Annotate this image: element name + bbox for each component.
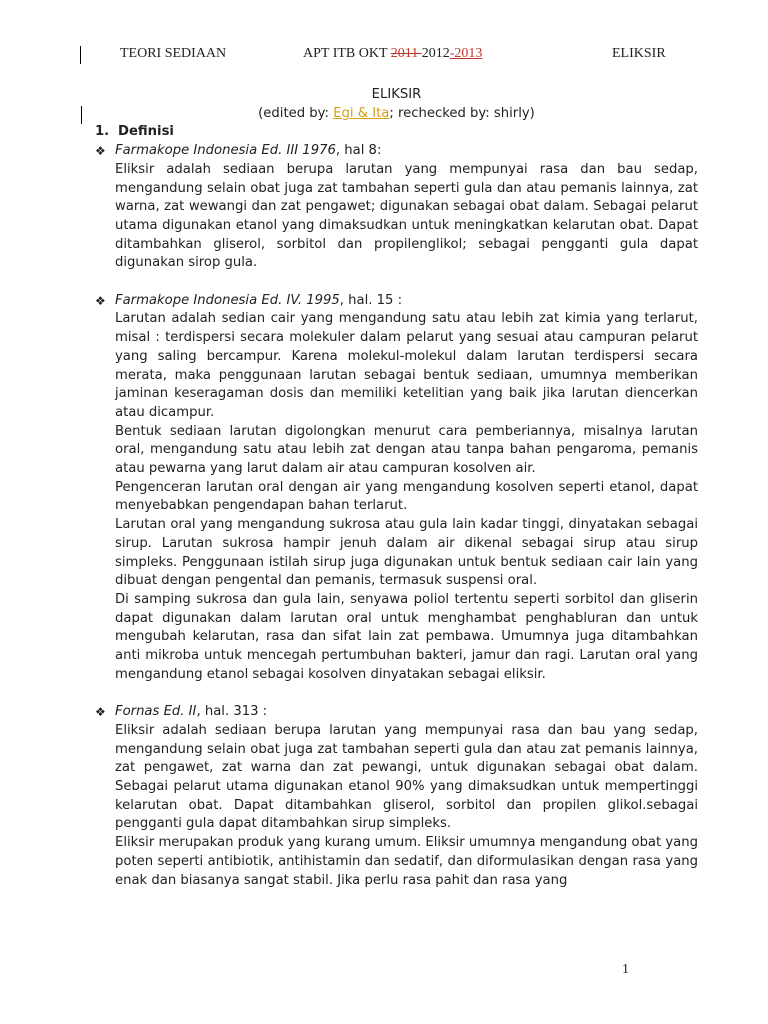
section-title: Definisi	[118, 124, 174, 140]
document-subtitle	[95, 105, 698, 124]
document-title: ELIKSIR	[371, 87, 422, 102]
margin-change-bar	[81, 106, 82, 124]
definition-paragraph: Eliksir adalah sediaan berupa larutan yang mempunyai rasa dan bau sedap, mengandung selain obat juga zat tambahan seperti gula dan atau pemanis lainnya, zat warna, zat wewangi dan zat pengawet; digunakan sebagai obat dalam. Sebagai pelarut utama digunakan etanol yang dimaksudkan untuk meningkatkan kelarutan obat. Dapat ditambahkan gliserol, sorbitol dan propilenglikol; sebagai pengganti gula dapat digunakan sirop gula.	[115, 161, 698, 271]
diamond-bullet-icon: ❖	[95, 144, 106, 159]
definition-paragraph: Bentuk sediaan larutan digolongkan menurut cara pemberiannya, misalnya larutan oral, mengandung satu atau lebih zat dengan atau tanpa bahan pengaroma, pemanis atau pewarna yang larut dalam air atau campuran kosolven air.	[115, 423, 698, 477]
header-year-inserted: -2013	[449, 46, 483, 61]
spacer	[95, 684, 698, 703]
source-page: , hal 8:	[335, 143, 382, 159]
source-page: , hal. 15 :	[339, 292, 403, 308]
definition-item	[95, 292, 698, 685]
margin-change-bar	[80, 46, 81, 64]
definition-paragraph: Eliksir merupakan produk yang kurang umum. Eliksir umumnya mengandung obat yang poten seperti antibiotik, antihistamin dan sedatif, dan diformulasikan dengan rasa yang enak dan biasanya sangat stabil. Jika perlu rasa pahit dan rasa yang	[115, 835, 698, 888]
diamond-bullet-icon: ❖	[95, 705, 106, 720]
definition-source	[95, 142, 698, 161]
header-year-current: 2012	[421, 46, 450, 61]
source-page: , hal. 313 :	[196, 704, 268, 720]
diamond-bullet-icon: ❖	[95, 293, 106, 308]
definition-paragraph: Eliksir adalah sediaan berupa larutan yang mempunyai rasa dan bau yang sedap, mengandung selain obat juga zat tambahan seperti gula dan atau zat pemanis lainnya, zat pengawet, zat warna dan zat pewangi, untuk digunakan sebagai obat dalam. Sebagai pelarut utama digunakan etanol 90% yang dimaksudkan untuk mempertinggi kelarutan obat. Dapat ditambahkan gliserol, sorbitol dan propilen glikol.sebagai pengganti gula dapat ditambahkan sirup simpleks.	[115, 722, 698, 832]
section-number: 1.	[95, 124, 110, 140]
header-right-text: ELIKSIR	[612, 46, 666, 61]
subtitle-prefix: (edited by:	[258, 105, 334, 121]
header-left-text: TEORI SEDIAAN	[120, 46, 227, 61]
page-number: 1	[622, 962, 629, 977]
definition-source	[95, 703, 698, 722]
header-mid-text	[303, 46, 482, 62]
subtitle-suffix: ; rechecked by: shirly)	[389, 105, 535, 121]
definition-source	[95, 292, 698, 311]
definition-paragraph: Larutan oral yang mengandung sukrosa atau gula lain kadar tinggi, dinyatakan sebagai sirup. Larutan sukrosa hampir jenuh dalam air dikenal sebagai sirup atau sirup simpleks. Penggunaan istilah sirup juga digunakan untuk bentuk sediaan cair lain yang dibuat dengan pengental dan pemanis, termasuk suspensi oral.	[115, 517, 698, 589]
source-title: Farmakope Indonesia Ed. III 1976	[115, 143, 336, 159]
header-year-deleted: 2011	[390, 46, 422, 61]
definition-paragraph: Pengenceran larutan oral dengan air yang mengandung kosolven seperti etanol, dapat menyebabkan pengendapan bahan terlarut.	[115, 479, 698, 514]
document-body	[95, 86, 698, 890]
section-heading	[95, 123, 698, 142]
spacer	[95, 273, 698, 292]
source-title: Fornas Ed. II	[115, 704, 197, 720]
definition-item	[95, 142, 698, 273]
definition-item	[95, 703, 698, 890]
header-mid-prefix: APT ITB OKT	[303, 46, 391, 61]
definition-paragraph: Di samping sukrosa dan gula lain, senyawa poliol tertentu seperti sorbitol dan gliserin dapat digunakan dalam larutan oral untuk menghambat penghabluran dan untuk mengubah kelarutan, rasa dan sifat lain zat pembawa. Umumnya juga ditambahkan anti mikroba untuk mencegah pertumbuhan bakteri, jamur dan ragi. Larutan oral yang mengandung etanol sebagai kosolven dinyatakan sebagai eliksir.	[115, 591, 698, 682]
page-header	[80, 44, 672, 66]
source-title: Farmakope Indonesia Ed. IV. 1995	[115, 292, 340, 308]
definition-paragraph: Larutan adalah sedian cair yang mengandung satu atau lebih zat kimia yang terlarut, misal : terdispersi secara molekuler dalam pelarut yang sesuai atau campuran pelarut yang saling bercampur. Karena molekul-molekul dalam larutan terdispersi secara merata, maka penggunaan larutan sebagai bentuk sediaan, umumnya memberikan jaminan keseragaman dosis dan memiliki ketelitian yang baik jika larutan diencerkan atau dicampur.	[115, 311, 698, 420]
edited-by-names: Egi & Ita	[333, 105, 390, 121]
